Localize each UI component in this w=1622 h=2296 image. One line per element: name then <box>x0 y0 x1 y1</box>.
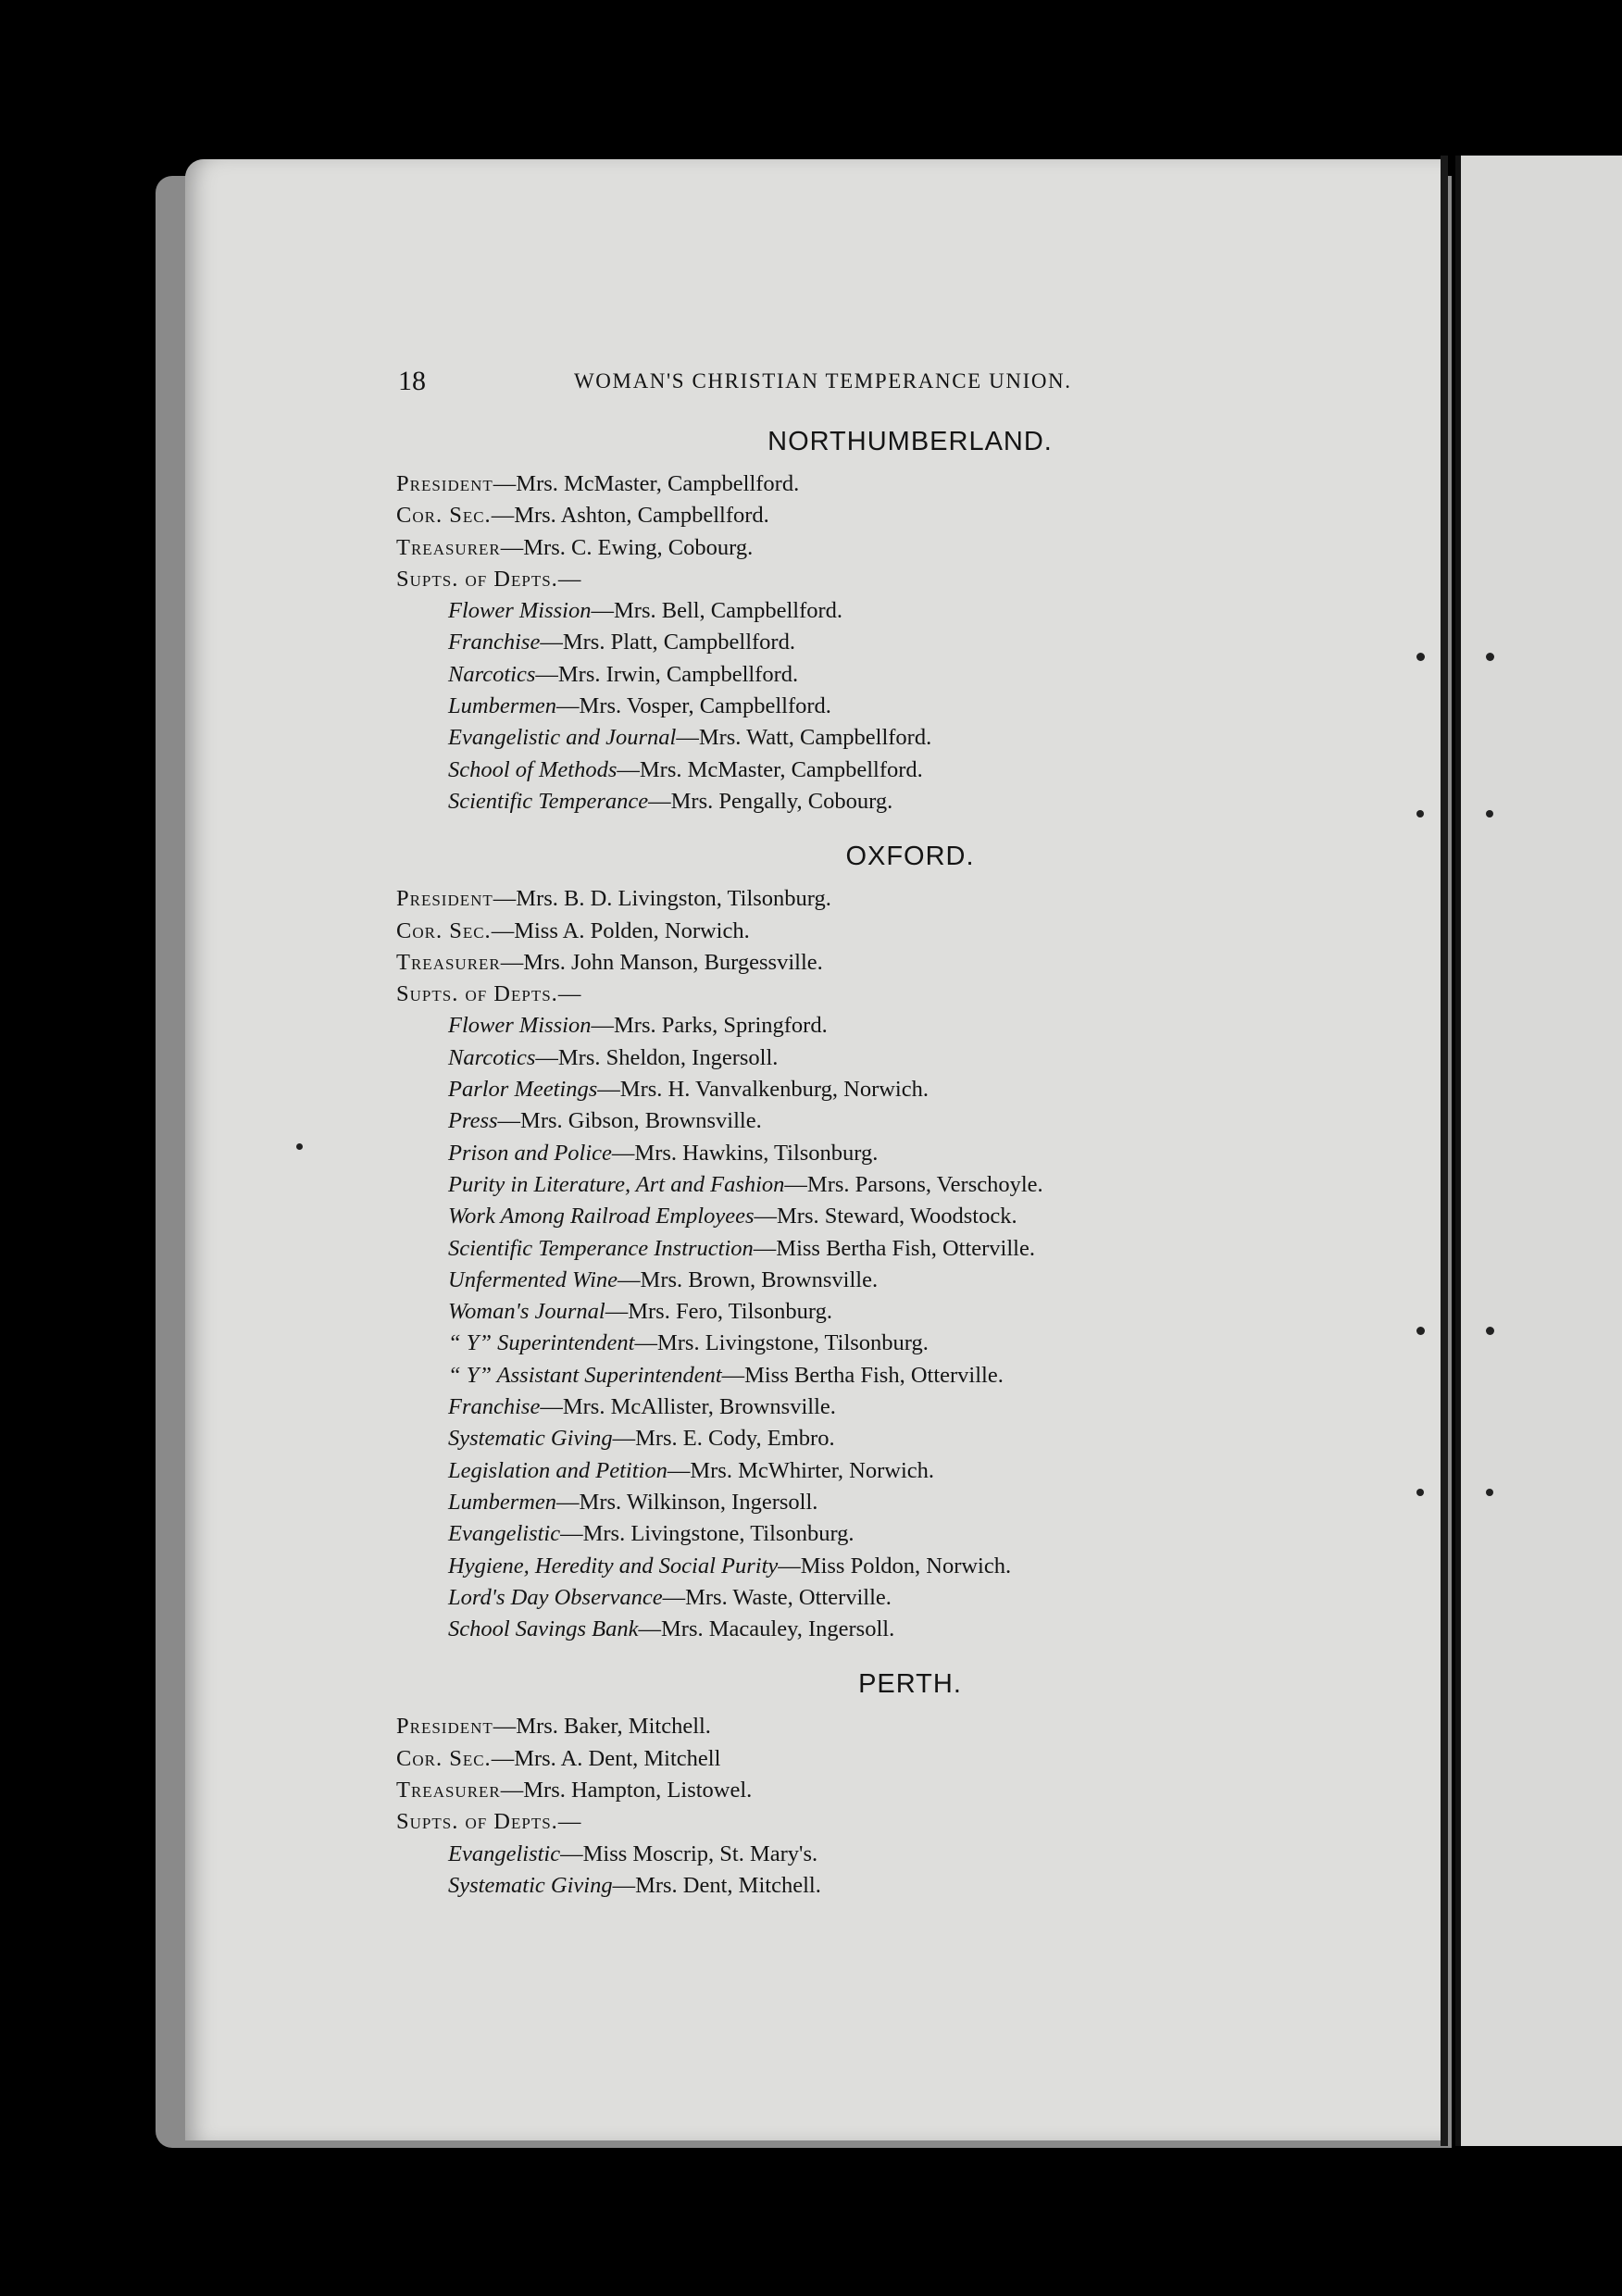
department-line <box>396 1169 1322 1201</box>
department-superintendent: —Mrs. Brown, Brownsville. <box>618 1267 879 1292</box>
officer-role: Treasurer <box>396 949 501 975</box>
county-heading: NORTHUMBERLAND. <box>767 427 1053 456</box>
page-number: 18 <box>398 366 426 396</box>
officer-role: Treasurer <box>396 1777 501 1803</box>
running-head <box>396 366 1322 403</box>
scan-speck <box>1486 810 1493 817</box>
scan-speck <box>296 1143 303 1150</box>
department-name: Lumbermen <box>448 1489 557 1515</box>
department-name: Evangelistic <box>448 1841 561 1866</box>
officer-line <box>396 532 1322 564</box>
officer-line <box>396 1711 1322 1742</box>
department-name: Unfermented Wine <box>448 1267 618 1292</box>
officer-role: President <box>396 1714 493 1740</box>
department-superintendent: —Mrs. Irwin, Campbellford. <box>535 661 799 687</box>
scan-speck <box>1416 810 1424 817</box>
department-line <box>396 722 1322 754</box>
department-line <box>396 1551 1322 1582</box>
officer-line <box>396 979 1322 1010</box>
department-superintendent: —Mrs. Parsons, Verschoyle. <box>784 1171 1043 1197</box>
department-superintendent: —Mrs. Macauley, Ingersoll. <box>638 1616 895 1642</box>
department-name: “ Y” Superintendent <box>448 1330 635 1356</box>
department-name: Scientific Temperance Instruction <box>448 1235 754 1261</box>
officer-separator: — <box>491 917 515 943</box>
officer-role: President <box>396 886 493 912</box>
department-name: Press <box>448 1108 498 1134</box>
department-name: Flower Mission <box>448 598 592 624</box>
officer-line <box>396 1743 1322 1775</box>
department-line <box>396 1201 1322 1232</box>
department-line <box>396 1518 1322 1550</box>
department-line <box>396 1328 1322 1359</box>
department-line <box>396 1042 1322 1074</box>
department-superintendent: —Miss Bertha Fish, Otterville. <box>721 1362 1004 1388</box>
officer-name: Mrs. Ashton, Campbellford. <box>514 503 769 529</box>
department-superintendent: —Mrs. Gibson, Brownsville. <box>497 1108 762 1134</box>
scan-speck <box>1416 1327 1425 1335</box>
department-line <box>396 627 1322 658</box>
officer-separator: — <box>557 981 581 1007</box>
department-line <box>396 1487 1322 1518</box>
department-line <box>396 1423 1322 1454</box>
scan-speck <box>1486 653 1494 661</box>
department-name: Systematic Giving <box>448 1872 613 1898</box>
department-line <box>396 1296 1322 1328</box>
department-superintendent: —Mrs. H. Vanvalkenburg, Norwich. <box>597 1077 929 1103</box>
officer-separator: — <box>493 471 517 496</box>
county-section <box>396 1669 1322 1902</box>
department-name: Narcotics <box>448 1044 536 1070</box>
officer-separator: — <box>491 503 515 529</box>
department-name: Lord's Day Observance <box>448 1584 663 1610</box>
county-heading: PERTH. <box>858 1669 962 1700</box>
department-superintendent: —Mrs. Parks, Springford. <box>591 1013 828 1039</box>
department-name: “ Y” Assistant Superintendent <box>448 1362 722 1388</box>
officer-name: Mrs. McMaster, Campbellford. <box>516 471 800 496</box>
book-gutter <box>1441 156 1448 2146</box>
officer-separator: — <box>500 1777 524 1803</box>
officer-name: Mrs. C. Ewing, Cobourg. <box>523 534 754 560</box>
department-superintendent: —Mrs. Watt, Campbellford. <box>676 725 932 751</box>
department-name: Franchise <box>448 1394 541 1420</box>
department-superintendent: —Mrs. Vosper, Campbellford. <box>556 693 831 719</box>
scan-speck <box>1486 1327 1494 1335</box>
department-superintendent: —Mrs. E. Cody, Embro. <box>612 1426 835 1452</box>
department-line <box>396 1870 1322 1902</box>
department-superintendent: —Mrs. Waste, Otterville. <box>662 1584 892 1610</box>
officer-name: Mrs. Hampton, Listowel. <box>523 1777 753 1803</box>
department-superintendent: —Mrs. Platt, Campbellford. <box>540 630 795 655</box>
department-line <box>396 1105 1322 1137</box>
department-line <box>396 1265 1322 1296</box>
scan-speck <box>1416 653 1425 661</box>
department-line <box>396 1582 1322 1614</box>
officer-separator: — <box>557 1809 581 1835</box>
officer-line <box>396 500 1322 531</box>
department-name: Franchise <box>448 630 541 655</box>
department-superintendent: —Mrs. Steward, Woodstock. <box>754 1204 1017 1229</box>
page-content <box>396 366 1322 1902</box>
department-line <box>396 1391 1322 1423</box>
department-superintendent: —Mrs. Pengally, Cobourg. <box>648 788 893 814</box>
department-line <box>396 1010 1322 1042</box>
department-line <box>396 595 1322 627</box>
officer-name: Mrs. Baker, Mitchell. <box>516 1714 711 1740</box>
department-line <box>396 1074 1322 1105</box>
officer-line <box>396 947 1322 979</box>
department-name: Scientific Temperance <box>448 788 649 814</box>
department-name: Woman's Journal <box>448 1299 605 1325</box>
department-superintendent: —Mrs. Dent, Mitchell. <box>612 1872 821 1898</box>
department-name: School of Methods <box>448 756 618 782</box>
department-line <box>396 755 1322 786</box>
officer-role: Supts. of Depts. <box>396 566 558 592</box>
department-name: Flower Mission <box>448 1013 592 1039</box>
department-superintendent: —Mrs. Bell, Campbellford. <box>591 598 843 624</box>
department-name: Narcotics <box>448 661 536 687</box>
officer-name: Mrs. John Manson, Burgessville. <box>523 949 823 975</box>
officer-separator: — <box>493 886 517 912</box>
department-superintendent: —Mrs. Wilkinson, Ingersoll. <box>556 1489 818 1515</box>
officer-line <box>396 916 1322 947</box>
county-section <box>396 427 1322 817</box>
department-name: School Savings Bank <box>448 1616 639 1642</box>
officer-separator: — <box>500 949 524 975</box>
officer-separator: — <box>557 566 581 592</box>
officer-role: President <box>396 471 493 496</box>
officer-line <box>396 1806 1322 1838</box>
running-title: WOMAN'S CHRISTIAN TEMPERANCE UNION. <box>574 369 1072 393</box>
department-line <box>396 1360 1322 1391</box>
scan-speck <box>1416 1489 1424 1496</box>
department-name: Evangelistic <box>448 1521 561 1547</box>
officer-line <box>396 1775 1322 1806</box>
department-line <box>396 1138 1322 1169</box>
officer-line <box>396 564 1322 595</box>
department-name: Work Among Railroad Employees <box>448 1204 755 1229</box>
county-section <box>396 842 1322 1645</box>
department-superintendent: —Mrs. McAllister, Brownsville. <box>540 1394 836 1420</box>
department-superintendent: —Miss Moscrip, St. Mary's. <box>560 1841 818 1866</box>
department-superintendent: —Mrs. Hawkins, Tilsonburg. <box>611 1140 879 1166</box>
department-name: Hygiene, Heredity and Social Purity <box>448 1553 779 1578</box>
officer-role: Supts. of Depts. <box>396 981 558 1007</box>
department-name: Lumbermen <box>448 693 557 719</box>
department-line <box>396 1455 1322 1487</box>
department-superintendent: —Miss Bertha Fish, Otterville. <box>753 1235 1035 1261</box>
department-line <box>396 1233 1322 1265</box>
department-superintendent: —Mrs. McWhirter, Norwich. <box>667 1457 935 1483</box>
officer-role: Supts. of Depts. <box>396 1809 558 1835</box>
department-name: Purity in Literature, Art and Fashion <box>448 1171 785 1197</box>
department-name: Evangelistic and Journal <box>448 725 677 751</box>
department-line <box>396 786 1322 817</box>
department-line <box>396 1839 1322 1870</box>
officer-role: Cor. Sec. <box>396 1745 492 1771</box>
officer-role: Cor. Sec. <box>396 503 492 529</box>
officer-line <box>396 883 1322 915</box>
department-superintendent: —Miss Poldon, Norwich. <box>778 1553 1012 1578</box>
department-line <box>396 659 1322 691</box>
department-name: Prison and Police <box>448 1140 612 1166</box>
department-superintendent: —Mrs. Livingstone, Tilsonburg. <box>634 1330 929 1356</box>
department-line <box>396 691 1322 722</box>
department-superintendent: —Mrs. Fero, Tilsonburg. <box>605 1299 833 1325</box>
officer-separator: — <box>493 1714 517 1740</box>
scan-speck <box>1486 1489 1493 1496</box>
officer-name: Mrs. A. Dent, Mitchell <box>514 1745 721 1771</box>
county-sections <box>396 427 1322 1902</box>
department-name: Parlor Meetings <box>448 1077 598 1103</box>
department-superintendent: —Mrs. Livingstone, Tilsonburg. <box>560 1521 855 1547</box>
department-name: Legislation and Petition <box>448 1457 668 1483</box>
officer-role: Cor. Sec. <box>396 917 492 943</box>
department-line <box>396 1614 1322 1645</box>
department-name: Systematic Giving <box>448 1426 613 1452</box>
county-heading: OXFORD. <box>845 842 975 872</box>
department-superintendent: —Mrs. McMaster, Campbellford. <box>617 756 923 782</box>
officer-role: Treasurer <box>396 534 501 560</box>
officer-name: Miss A. Polden, Norwich. <box>514 917 750 943</box>
officer-name: Mrs. B. D. Livingston, Tilsonburg. <box>516 886 831 912</box>
officer-line <box>396 468 1322 500</box>
facing-page-edge <box>1455 156 1622 2146</box>
officer-separator: — <box>491 1745 515 1771</box>
officer-separator: — <box>500 534 524 560</box>
department-superintendent: —Mrs. Sheldon, Ingersoll. <box>535 1044 779 1070</box>
